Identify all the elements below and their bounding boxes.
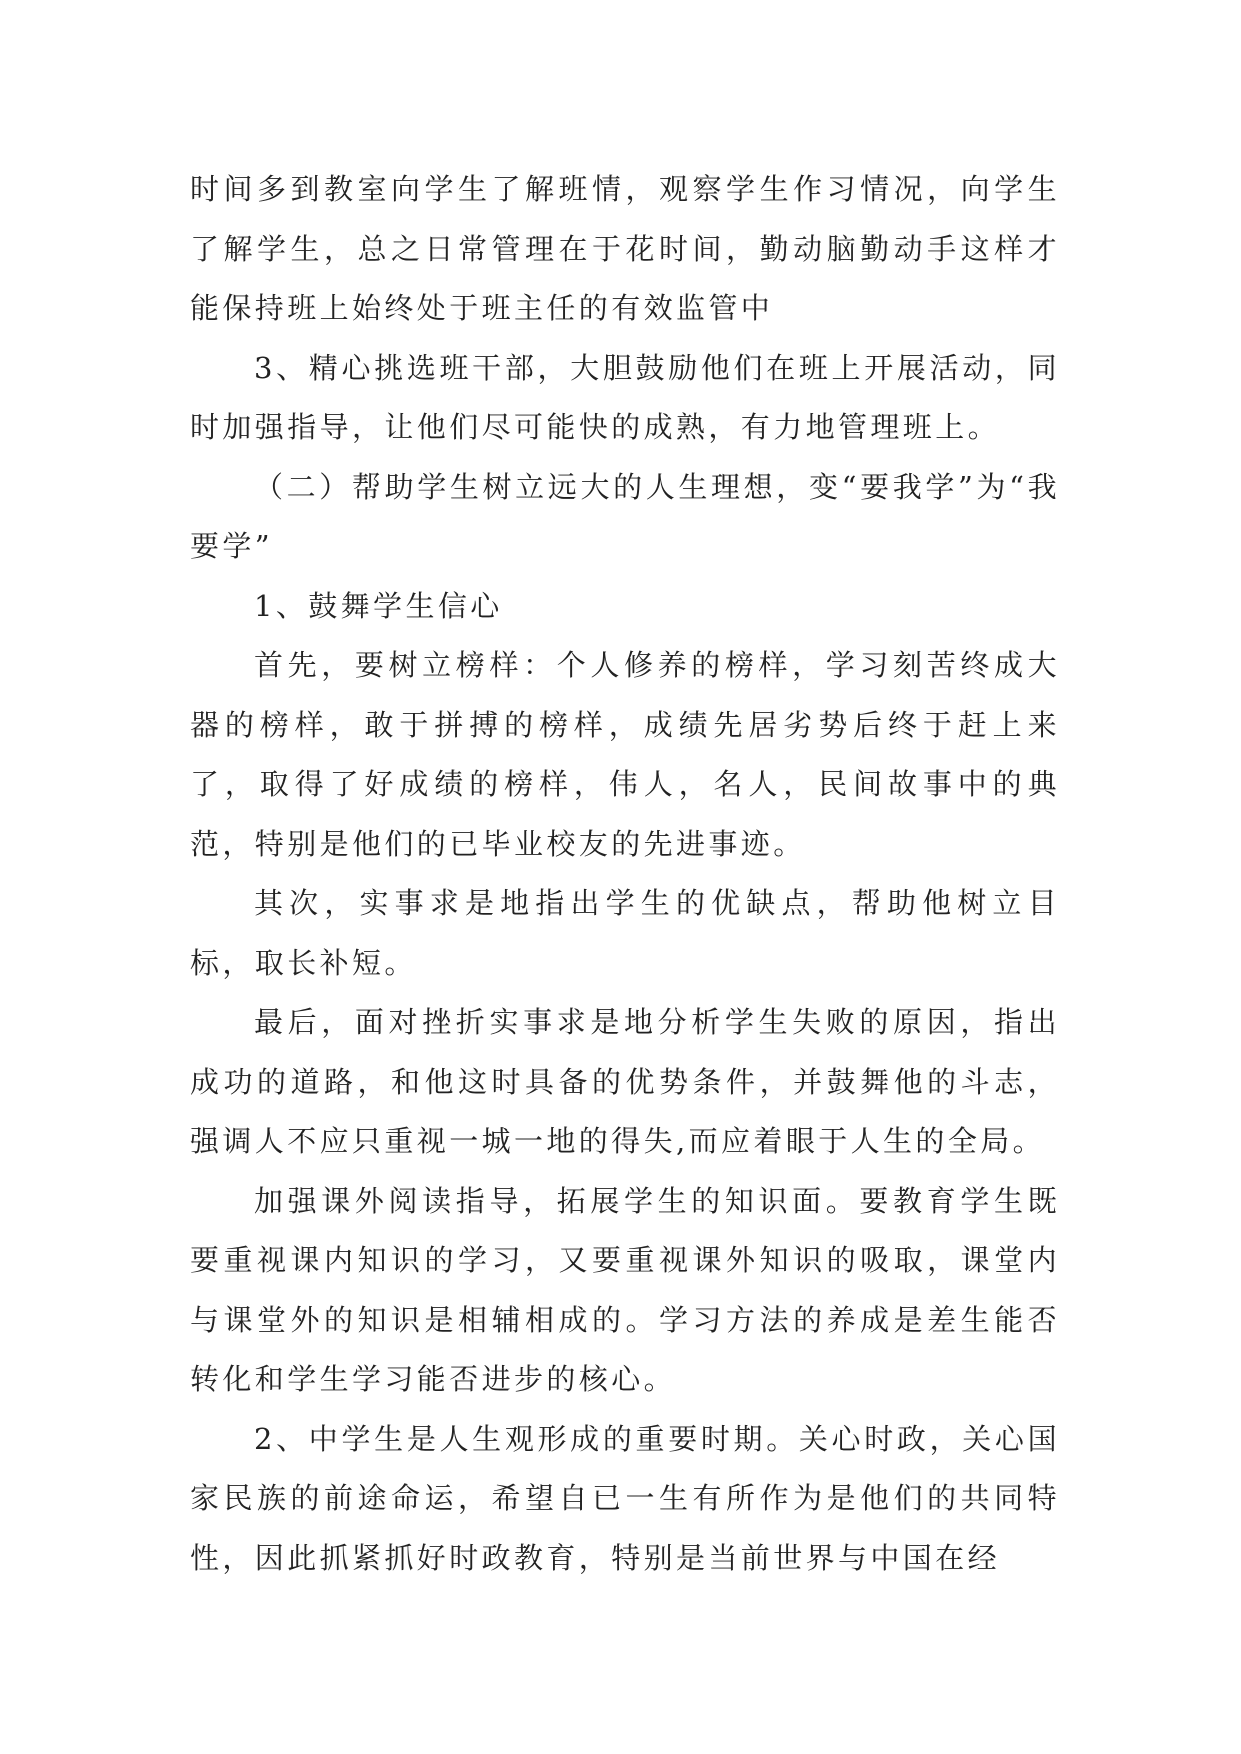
paragraph-3: 首先，要树立榜样：个人修养的榜样，学习刻苦终成大器的榜样，敢于拼搏的榜样，成绩先居劣势后终于赶上来了，取得了好成绩的榜样，伟人，名人，民间故事中的典范，特别是他们的已毕业校友的先进事迹。 <box>190 648 1060 861</box>
document-page <box>190 160 1060 1588</box>
paragraph-4: 其次，实事求是地指出学生的优缺点，帮助他树立目标，取长补短。 <box>190 886 1060 980</box>
paragraph-6: 加强课外阅读指导，拓展学生的知识面。要教育学生既要重视课内知识的学习，又要重视课外知识的吸取，课堂内与课堂外的知识是相辅相成的。学习方法的养成是差生能否转化和学生学习能否进步的核心。 <box>190 1183 1060 1396</box>
subheading-1: 1、鼓舞学生信心 <box>254 588 503 623</box>
section-heading: （二）帮助学生树立远大的人生理想，变“要我学”为“我要学” <box>190 469 1060 563</box>
paragraph-5: 最后，面对挫折实事求是地分析学生失败的原因，指出成功的道路，和他这时具备的优势条件，并鼓舞他的斗志，强调人不应只重视一城一地的得失,而应着眼于人生的全局。 <box>190 1005 1060 1158</box>
paragraph-1: 时间多到教室向学生了解班情，观察学生作习情况，向学生了解学生，总之日常管理在于花时间，勤动脑勤动手这样才能保持班上始终处于班主任的有效监管中 <box>190 172 1060 325</box>
paragraph-2: 3、精心挑选班干部，大胆鼓励他们在班上开展活动，同时加强指导，让他们尽可能快的成熟，有力地管理班上。 <box>190 350 1060 444</box>
paragraph-7: 2、中学生是人生观形成的重要时期。关心时政，关心国家民族的前途命运，希望自已一生有所作为是他们的共同特性，因此抓紧抓好时政教育，特别是当前世界与中国在经 <box>190 1421 1060 1575</box>
